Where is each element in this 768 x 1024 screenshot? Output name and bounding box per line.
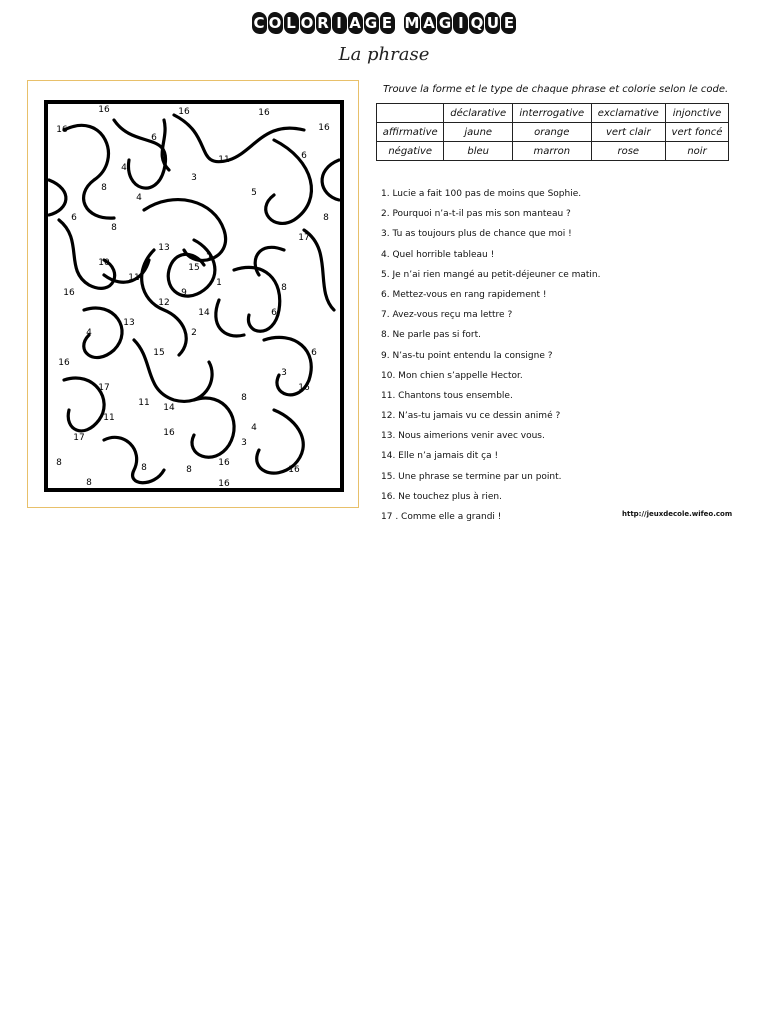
region-number: 2 (191, 328, 197, 338)
region-number: 16 (218, 479, 230, 489)
title-letter: C (253, 14, 265, 32)
title-letter: U (486, 14, 500, 32)
sentence-item: 4. Quel horrible tableau ! (381, 249, 495, 260)
region-number: 8 (323, 213, 329, 223)
title-letter: O (300, 14, 314, 32)
region-number: 8 (241, 393, 247, 403)
region-number: 6 (71, 213, 77, 223)
region-number: 4 (121, 163, 127, 173)
title-letter: E (380, 12, 395, 34)
region-number: 13 (123, 318, 135, 328)
title-letters (252, 12, 517, 34)
region-number: 16 (288, 465, 300, 475)
region-number: 16 (298, 383, 310, 393)
region-number: 14 (198, 308, 210, 318)
region-number: 3 (281, 368, 287, 378)
region-number: 12 (158, 298, 170, 308)
region-number: 11 (128, 273, 140, 283)
region-number: 11 (138, 398, 150, 408)
region-number: 8 (101, 183, 107, 193)
sentence-item: 17 . Comme elle a grandi ! (381, 512, 502, 522)
title-letter: A (423, 14, 435, 32)
region-number: 16 (178, 107, 190, 117)
title-letter: I (332, 12, 347, 34)
region-number: 10 (98, 258, 110, 268)
region-number: 16 (163, 428, 175, 438)
code-cell: jaune (444, 123, 513, 142)
sentence-item: 8. Ne parle pas si fort. (381, 330, 481, 341)
region-number: 16 (58, 358, 70, 368)
region-number: 8 (56, 458, 62, 468)
header-exclamative: exclamative (591, 104, 665, 123)
region-number: 16 (98, 105, 110, 115)
region-number: 8 (86, 478, 92, 488)
region-number: 7 (206, 253, 212, 263)
row-label-affirmative: affirmative (377, 123, 444, 142)
code-cell: vert foncé (666, 123, 729, 142)
title-letter: M (404, 14, 420, 32)
region-number: 13 (158, 243, 170, 253)
title-letter: E (501, 12, 516, 34)
region-number: 6 (271, 308, 277, 318)
sentence-item: 12. N’as-tu jamais vu ce dessin animé ? (381, 411, 561, 422)
sentence-list (381, 184, 741, 527)
title-letter: Q (470, 14, 484, 32)
sentence-item: 3. Tu as toujours plus de chance que moi ! (381, 229, 572, 240)
sentence-item: 13. Nous aimerions venir avec vous. (381, 431, 545, 442)
title-letter: I (453, 12, 468, 34)
region-number: 4 (136, 193, 142, 203)
region-number: 3 (191, 173, 197, 183)
worksheet-title (0, 12, 768, 34)
title-letter: O (268, 14, 282, 32)
sentence-item: 11. Chantons tous ensemble. (381, 390, 513, 401)
code-table-row-affirmative (377, 123, 729, 142)
sentence-item: 1. Lucie a fait 100 pas de moins que Sophie. (381, 189, 582, 199)
sentence-item: 6. Mettez-vous en rang rapidement ! (381, 289, 547, 300)
region-number: 11 (218, 155, 230, 165)
title-letter: L (284, 12, 299, 34)
region-number: 8 (111, 223, 117, 233)
region-number: 17 (298, 233, 310, 243)
code-cell: vert clair (591, 123, 665, 142)
code-cell: marron (513, 142, 592, 161)
sentence-item: 2. Pourquoi n’a-t-il pas mis son manteau ? (381, 209, 571, 220)
region-number: 8 (281, 283, 287, 293)
title-letter: G (364, 14, 378, 32)
sentence-item: 10. Mon chien s’appelle Hector. (381, 370, 523, 381)
region-number: 17 (98, 383, 110, 393)
header-injonctive: injonctive (666, 104, 729, 123)
region-number: 16 (258, 108, 270, 118)
code-cell: noir (666, 142, 729, 161)
region-number: 5 (251, 188, 257, 198)
region-number: 3 (241, 438, 247, 448)
region-number: 16 (218, 458, 230, 468)
sentence-item: 16. Ne touchez plus à rien. (381, 491, 502, 502)
code-table-corner (377, 104, 444, 123)
sentence-item: 14. Elle n’a jamais dit ça ! (381, 451, 499, 462)
code-cell: rose (591, 142, 665, 161)
code-table-header-row (377, 104, 729, 123)
region-number: 15 (153, 348, 165, 358)
region-number: 16 (318, 123, 330, 133)
region-number: 8 (141, 463, 147, 473)
sentence-item: 9. N’as-tu point entendu la consigne ? (381, 350, 553, 361)
region-number: 6 (301, 151, 307, 161)
source-url[interactable]: http://jeuxdecole.wifeo.com (622, 510, 733, 518)
worksheet-subtitle: La phrase (338, 44, 430, 65)
title-letter (396, 12, 403, 34)
title-letter: A (349, 14, 361, 32)
title-letter: G (438, 14, 452, 32)
region-number: 4 (86, 328, 92, 338)
region-number: 15 (188, 263, 200, 273)
region-number: 8 (186, 465, 192, 475)
sentence-item: 7. Avez-vous reçu ma lettre ? (381, 310, 513, 321)
title-letter: R (317, 14, 329, 32)
color-code-table (376, 103, 729, 161)
region-number: 16 (63, 288, 75, 298)
region-number: 6 (311, 348, 317, 358)
row-label-negative: négative (377, 142, 444, 161)
region-number: 16 (56, 125, 68, 135)
code-table-row-negative (377, 142, 729, 161)
instruction-text: Trouve la forme et le type de chaque phrase et colorie selon le code. (383, 84, 729, 95)
coloring-picture (44, 100, 344, 492)
region-number: 17 (73, 433, 85, 443)
region-number: 6 (151, 133, 157, 143)
code-cell: bleu (444, 142, 513, 161)
region-number: 14 (163, 403, 175, 413)
header-interrogative: interrogative (513, 104, 592, 123)
sentence-item: 5. Je n’ai rien mangé au petit-déjeuner ce matin. (381, 269, 601, 280)
region-number: 11 (103, 413, 115, 423)
region-number: 9 (181, 288, 187, 298)
region-number: 4 (251, 423, 257, 433)
region-number: 1 (216, 278, 222, 288)
code-cell: orange (513, 123, 592, 142)
header-declarative: déclarative (444, 104, 513, 123)
sentence-item: 15. Une phrase se termine par un point. (381, 471, 562, 482)
